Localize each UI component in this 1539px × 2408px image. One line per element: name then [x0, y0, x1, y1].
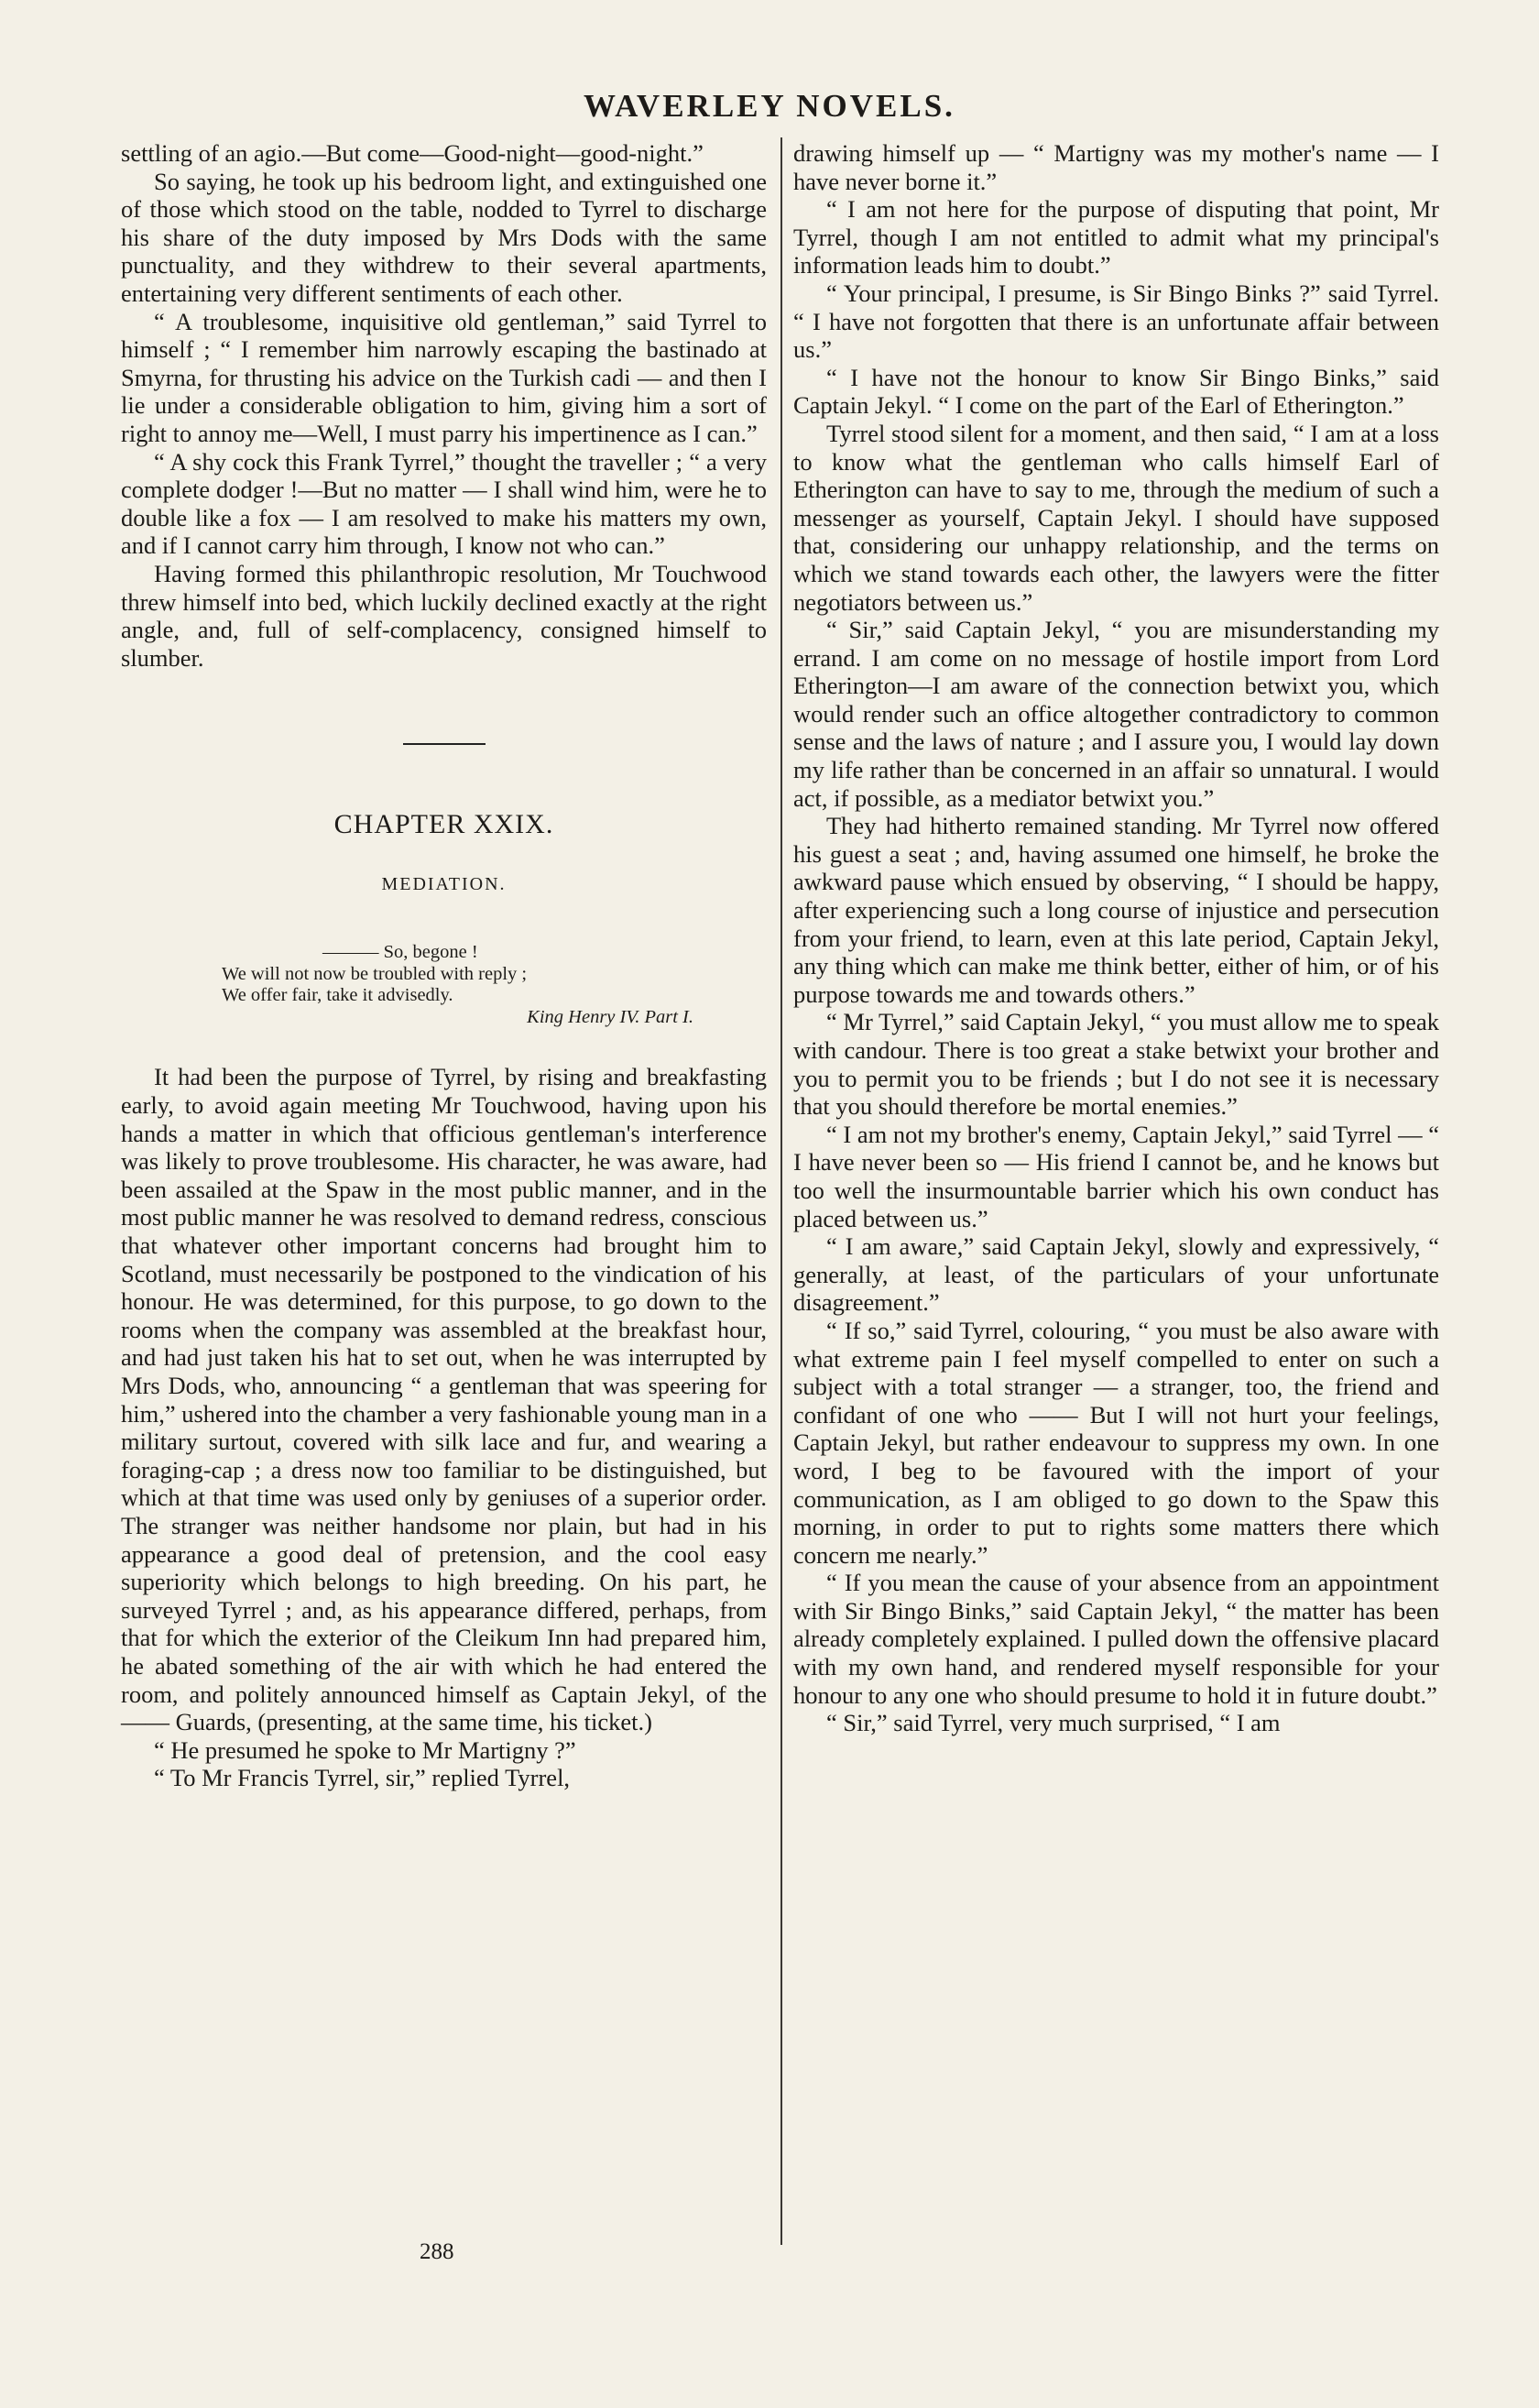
paragraph: “ Sir,” said Tyrrel, very much surprised, “ I am	[826, 1709, 1281, 1737]
paragraph: “ A shy cock this Frank Tyrrel,” thought the traveller ; “ a very complete dodger !—But no matter — I shall wind him, were he to double like a fox — I am resolved to make his matters my own, and if I cannot carry him through, I know not who can.”	[121, 447, 767, 560]
paragraph: “ If you mean the cause of your absence from an appointment with Sir Bingo Binks,” said Captain Jekyl, “ the matter has been already completely explained. I pulled down the offensive placard with my own hand, and rendered myself responsible for your honour to any one who should presume to hold it in future doubt.”	[793, 1569, 1439, 1709]
epigraph-line: We offer fair, take it advisedly.	[222, 985, 453, 1006]
paragraph: “ I am not my brother's enemy, Captain Jekyl,” said Tyrrel — “ I have never been so — His friend I cannot be, and he knows but too well the insurmountable barrier which his own conduct has placed between us.”	[793, 1120, 1439, 1232]
paragraph: “ A troublesome, inquisitive old gentleman,” said Tyrrel to himself ; “ I remember him narrowly escaping the bastinado at Smyrna, for thrusting his advice on the Turkish cadi — and then I lie under a considerable obligation to him, giving him a sort of right to annoy me—Well, I must parry his impertinence as I can.”	[121, 307, 767, 447]
paragraph: “ I am not here for the purpose of disputing that point, Mr Tyrrel, though I am not entitled to admit what my principal's information leads him to doubt.”	[793, 195, 1439, 279]
chapter-subtitle: MEDIATION.	[381, 873, 507, 894]
paragraph: “ He presumed he spoke to Mr Martigny ?”	[154, 1735, 576, 1764]
epigraph	[222, 942, 767, 1028]
epigraph-source: King Henry IV. Part I.	[527, 1006, 693, 1027]
paragraph: So saying, he took up his bedroom light, and extinguished one of those which stood on the table, nodded to Tyrrel to discharge his share of the duty imposed by Mrs Dods with the same punctuality, and they withdrew to their several apartments, entertaining very different sentiments of each other.	[121, 167, 767, 307]
right-column	[793, 139, 1439, 1737]
paragraph: It had been the purpose of Tyrrel, by rising and breakfasting early, to avoid again meeting Mr Touchwood, having upon his hands a matter in which that officious gentleman's interference was likely to prove troublesome. His character, he was aware, had been assailed at the Spaw in the most public manner, and in the most public manner he was resolved to demand redress, conscious that whatever other important concerns had brought him to Scotland, must necessarily be postponed to the vindication of his honour. He was determined, for this purpose, to go down to the rooms when the company was assembled at the breakfast hour, and had just taken his hat to set out, when he was interrupted by Mrs Dods, who, announcing “ a gentleman that was speering for him,” ushered into the chamber a very fashionable young man in a military surtout, covered with silk lace and fur, and wearing a foraging-cap ; a dress now too familiar to be distinguished, but which at that time was used only by geniuses of a superior order. The stranger was neither handsome nor plain, but had in his appearance a good deal of pretension, and the cool easy superiority which belongs to high breeding. On his part, he surveyed Tyrrel ; and, as his appearance differed, perhaps, from that for which the exterior of the Cleikum Inn had prepared him, he abated something of the air with which he had entered the room, and politely announced himself as Captain Jekyl, of the —— Guards, (presenting, at the same time, his ticket.)	[121, 1063, 767, 1736]
paragraph: They had hitherto remained standing. Mr Tyrrel now offered his guest a seat ; and, having assumed one himself, he broke the awkward pause which ensued by observing, “ I should be happy, after experiencing such a long course of injustice and persecution from your friend, to learn, even at this late period, Captain Jekyl, any thing which can make me think better, either of him, or of his purpose towards me and towards others.”	[793, 812, 1439, 1008]
paragraph: “ If so,” said Tyrrel, colouring, “ you must be also aware with what extreme pain I feel myself compelled to enter on such a subject with a total stranger — a stranger, too, the friend and confidant of one who —— But I will not hurt your feelings, Captain Jekyl, but rather endeavour to suppress my own. In one word, I beg to be favoured with the import of your communication, as I am obliged to go down to the Spaw this morning, in order to put to rights some matters there which concern me nearly.”	[793, 1316, 1439, 1569]
chapter-divider	[403, 743, 486, 745]
paragraph: “ To Mr Francis Tyrrel, sir,” replied Tyrrel,	[154, 1764, 571, 1792]
page-number: 288	[420, 2239, 454, 2264]
paragraph: “ Sir,” said Captain Jekyl, “ you are misunderstanding my errand. I am come on no message of hostile import from Lord Etherington—I am aware of the connection betwixt you, which would render such an office altogether contradictory to common sense and the laws of nature ; and I assure you, I would lay down my life rather than be concerned in an affair so unnatural. I would act, if possible, as a mediator betwixt you.”	[793, 616, 1439, 812]
paragraph: settling of an agio.—But come—Good-night—good-night.”	[121, 139, 704, 167]
paragraph: “ I have not the honour to know Sir Bingo Binks,” said Captain Jekyl. “ I come on the part of the Earl of Etherington.”	[793, 363, 1439, 420]
paragraph: “ Your principal, I presume, is Sir Bingo Binks ?” said Tyrrel. “ I have not forgotten that there is an unfortunate affair between us.”	[793, 279, 1439, 364]
epigraph-line: We will not now be troubled with reply ;	[222, 963, 528, 984]
paragraph: “ I am aware,” said Captain Jekyl, slowly and expressively, “ generally, at least, of the particulars of your unfortunate disagreement.”	[793, 1232, 1439, 1317]
paragraph: “ Mr Tyrrel,” said Captain Jekyl, “ you must allow me to speak with candour. There is too great a stake betwixt your brother and you to permit you to be friends ; but I do not see it is necessary that you should therefore be mortal enemies.”	[793, 1008, 1439, 1121]
epigraph-line: ——— So, begone !	[322, 942, 478, 963]
column-divider	[780, 137, 782, 2245]
chapter-title: CHAPTER XXIX.	[333, 809, 554, 840]
running-head: WAVERLEY NOVELS.	[584, 88, 955, 124]
paragraph: drawing himself up — “ Martigny was my mother's name — I have never borne it.”	[793, 139, 1439, 195]
paragraph: Tyrrel stood silent for a moment, and then said, “ I am at a loss to know what the gentleman who calls himself Earl of Etherington can have to say to me, through the medium of such a messenger as yourself, Captain Jekyl. I should have supposed that, considering our unhappy relationship, and the terms on which we stand towards each other, the lawyers were the fitter negotiators between us.”	[793, 419, 1439, 616]
paragraph: Having formed this philanthropic resolution, Mr Touchwood threw himself into bed, which luckily declined exactly at the right angle, and, full of self-complacency, consigned himself to slumber.	[121, 559, 767, 672]
left-column	[121, 139, 767, 1792]
